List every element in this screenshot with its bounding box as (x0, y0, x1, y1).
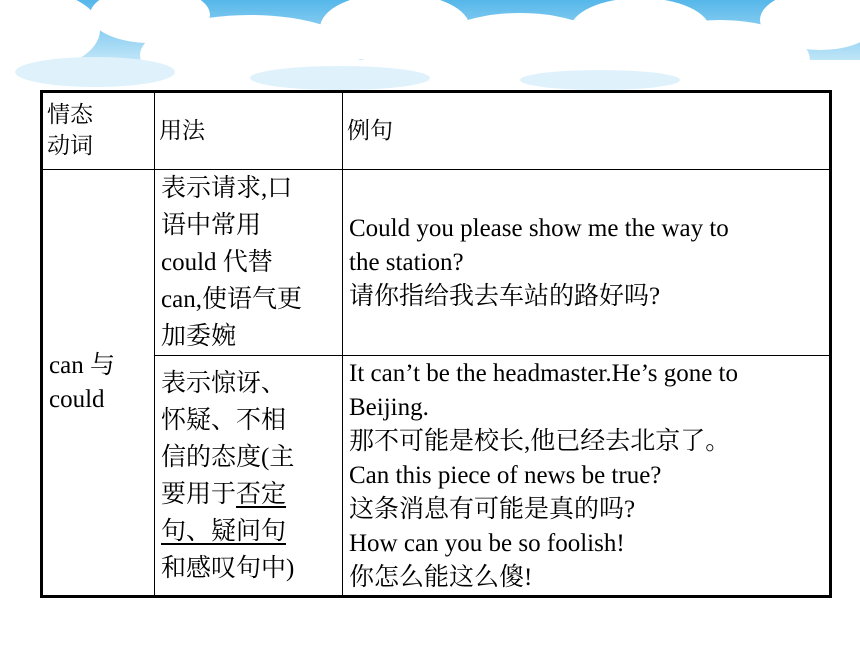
table-row (42, 170, 831, 356)
header-usage: 用法 (155, 92, 343, 170)
example-cell-request: Could you please show me the way to the station? 请你指给我去车站的路好吗? (343, 170, 831, 356)
table-row (42, 356, 831, 597)
table-header-row (42, 92, 831, 170)
modal-verb-cell: can 与 could (42, 170, 155, 597)
header-modal-verb: 情态 动词 (42, 92, 155, 170)
underlined-phrase: 句、疑问句 (161, 517, 287, 545)
cloud-banner (0, 0, 860, 90)
header-example: 例句 (343, 92, 831, 170)
modal-verb-table (40, 90, 832, 598)
example-cell-surprise: It can’t be the headmaster.He’s gone to Beijing. 那不可能是校长,他已经去北京了。 Can this piece of news be true? 这条消息有可能是真的吗? How can you be so foolish! 你怎么能这么傻! (343, 356, 831, 597)
usage-cell-request: 表示请求,口 语中常用 could 代替 can,使语气更 加委婉 (155, 170, 343, 356)
usage-cell-surprise: 表示惊讶、 怀疑、不相 信的态度(主 要用于否定 句、疑问句 和感叹句中) (155, 356, 343, 597)
underlined-phrase: 否定 (236, 480, 287, 508)
